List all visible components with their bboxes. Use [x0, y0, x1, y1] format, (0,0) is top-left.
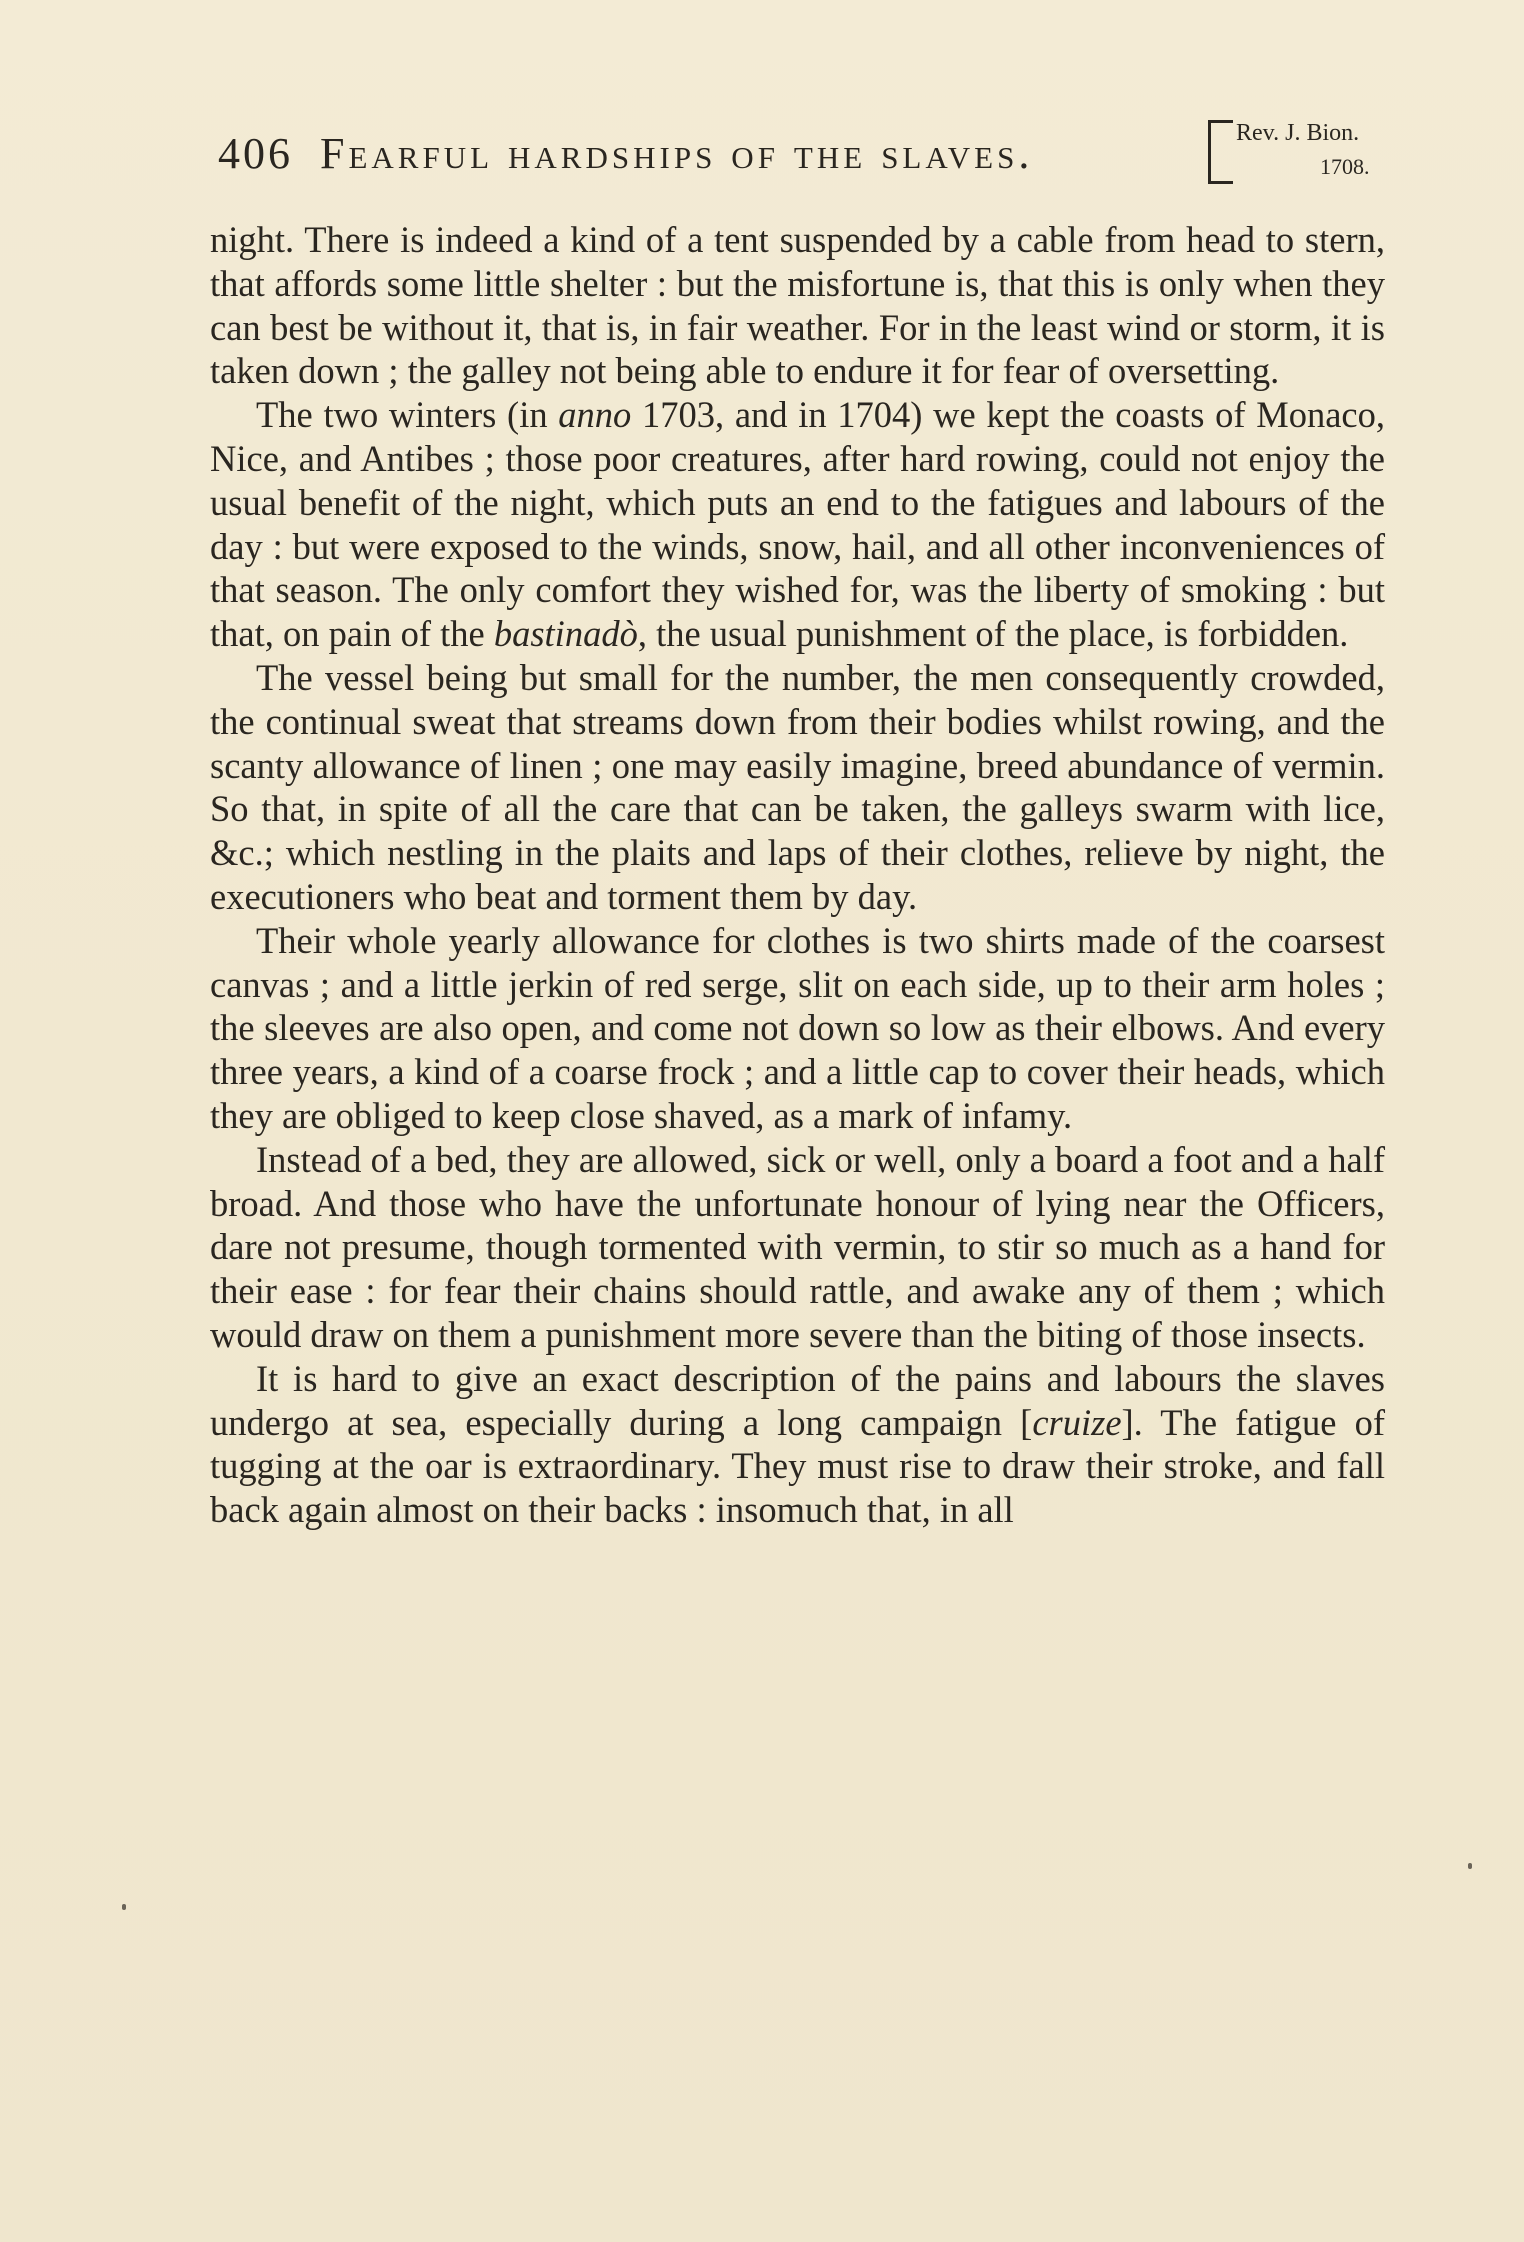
- paragraph: [210, 656, 1385, 919]
- italic-text: anno: [558, 394, 632, 436]
- running-title: Fearful hardships of the slaves.: [320, 129, 1034, 178]
- paragraph-text: It is hard to give an exact description of the pains and labours the slaves undergo at sea, especially during a long campaign [: [210, 1357, 1385, 1443]
- paragraph: [210, 1138, 1385, 1357]
- print-speck: [122, 1904, 126, 1910]
- paragraph-text: ]. The fatigue of tugging at the oar is extraordinary. They must rise to draw their stroke, and fall back again almost on their backs : insomuch that, in all: [210, 1401, 1385, 1531]
- page-number: 406: [218, 129, 293, 178]
- paragraph-text: 1703, and in 1704) we kept the coasts of Monaco, Nice, and Antibes ; those poor creatures, after hard rowing, could not enjoy the usual benefit of the night, which puts an end to the fatigues and labours of the day : but were exposed to the winds, snow, hail, and all other inconveniences of that season. The only comfort they wished for, was the liberty of smoking : but that, on pain of the: [210, 394, 1385, 655]
- paragraph-text: Their whole yearly allowance for clothes is two shirts made of the coarsest canvas ; and a little jerkin of red serge, slit on each side, up to their arm holes ; the sleeves are also open, and come not down so low as their elbows. And every three years, a kind of a coarse frock ; and a little cap to cover their heads, which they are obliged to keep close shaved, as a mark of infamy.: [210, 919, 1385, 1136]
- italic-text: cruize: [1032, 1401, 1122, 1443]
- header-year: 1708.: [1320, 154, 1370, 179]
- paragraph: [210, 218, 1385, 393]
- header-bracket: [1208, 120, 1233, 184]
- paragraph-text: , the usual punishment of the place, is forbidden.: [637, 613, 1349, 655]
- paragraph: [210, 1357, 1385, 1532]
- paragraph: [210, 393, 1385, 656]
- paragraph: [210, 919, 1385, 1138]
- paragraph-text: night. There is indeed a kind of a tent suspended by a cable from head to stern, that affords some little shelter : but the misfortune is, that this is only when they can best be without it, that is, in fair weather. For in the least wind or storm, it is taken down ; the galley not being able to endure it for fear of oversetting.: [210, 219, 1385, 392]
- paragraph-text: Instead of a bed, they are allowed, sick or well, only a board a foot and a half broad. And those who have the unfortunate honour of lying near the Officers, dare not presume, though tormented with vermin, to stir so much as a hand for their ease : for fear their chains should rattle, and awake any of them ; which would draw on them a punishment more severe than the biting of those insects.: [210, 1138, 1385, 1355]
- italic-text: bastinadò: [493, 613, 638, 655]
- paragraph-text: The two winters (in: [256, 394, 559, 436]
- paragraph-text: The vessel being but small for the number, the men consequently crowded, the continual sweat that streams down from their bodies whilst rowing, and the scanty allowance of linen ; one may easily imagine, breed abundance of vermin. So that, in spite of all the care that can be taken, the galleys swarm with lice, &c.; which nestling in the plaits and laps of their clothes, relieve by night, the executioners who beat and torment them by day.: [210, 656, 1385, 917]
- print-speck: [1468, 1863, 1472, 1869]
- running-header: [218, 118, 1388, 198]
- header-author: Rev. J. Bion.: [1236, 120, 1360, 146]
- body-text: [210, 218, 1385, 1532]
